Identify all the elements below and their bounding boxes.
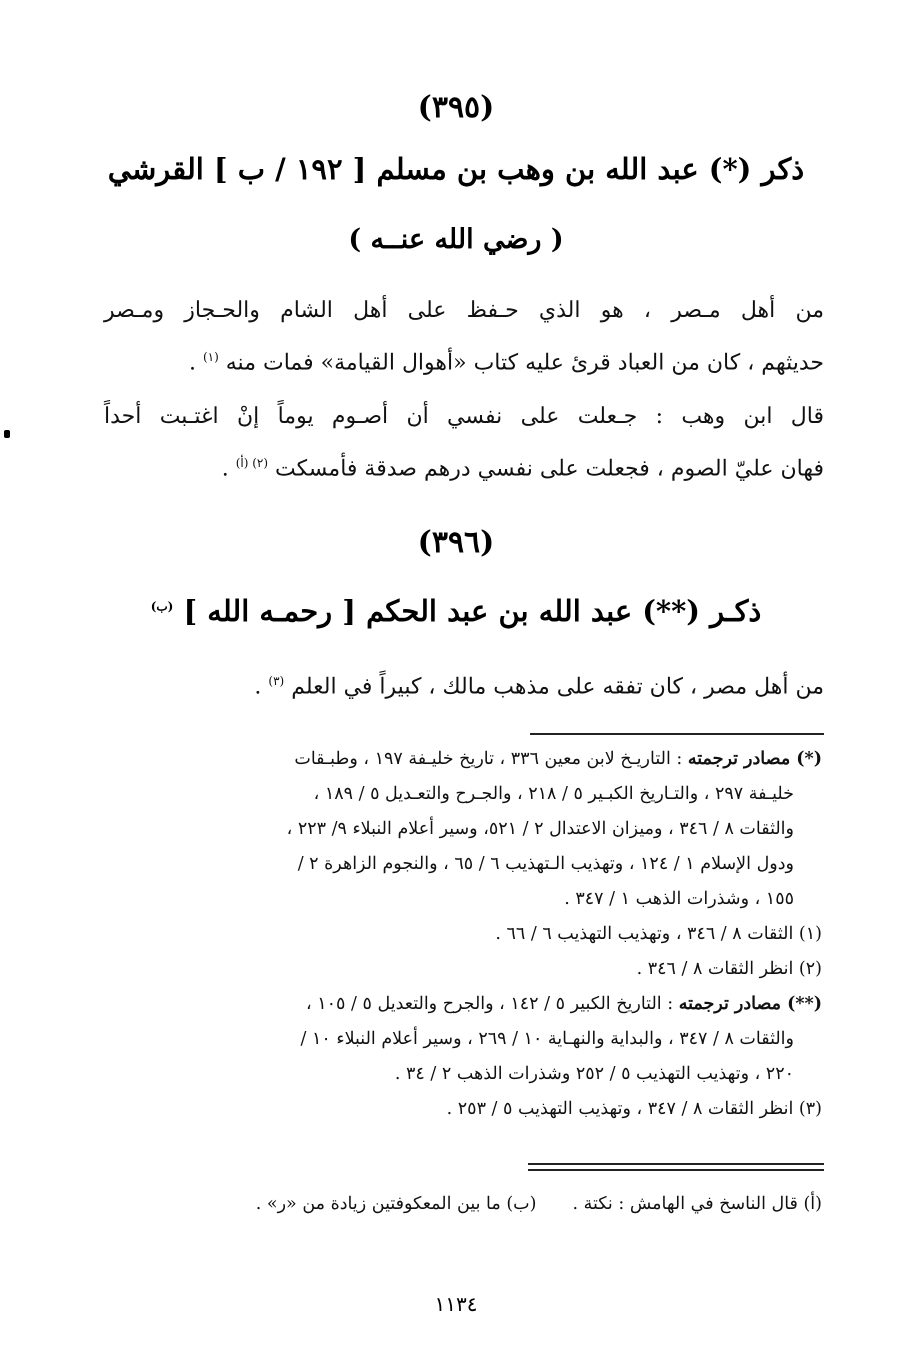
footnote-ref: (٣) [268, 674, 285, 688]
footnote-ref: (٢) (أ) [235, 456, 269, 470]
entry-title-396: ذكـر (**) عبد الله بن عبد الحكم [ رحمـه الله ] $^{(ب)}$ [150, 594, 762, 628]
footnote-line: ودول الإسلام ١ / ١٢٤ ، وتهذيب الـتهذيب ٦ / ٦٥ ، والنجوم الزاهرة ٢ / [297, 854, 794, 874]
marginal-note-a: (أ) قال الناسخ في الهامش : نكتة . [572, 1194, 822, 1214]
footnote-line: خليـفة ٢٩٧ ، والتـاريخ الكبـير ٥ / ٢١٨ ، والجـرح والتعـديل ٥ / ١٨٩ ، [313, 784, 794, 804]
entry-title-395: ذكر (*) عبد الله بن وهب بن مسلم [ ١٩٢ / ب ] القرشي [107, 152, 805, 186]
footnote-3: (٣) انظر الثقات ٨ / ٣٤٧ ، وتهذيب التهذيب ٥ / ٢٥٣ . [446, 1099, 822, 1119]
body-line: قال ابن وهب : جـعلت على نفسي أن أصـوم يوماً إنْ اغتـبت أحداً [104, 404, 824, 429]
body-line: من أهل مصر ، كان تفقه على مذهب مالك ، كبيراً في العلم $^{(٣)}$ . [254, 674, 824, 700]
entry-body-396 [104, 658, 824, 710]
footnote-ref: (١) [202, 350, 219, 364]
body-line: من أهل مـصر ، هو الذي حـفظ على أهل الشام والحـجاز ومـصر [104, 298, 824, 323]
entry-number-396: (٣٩٦) [417, 525, 495, 560]
footnote-1: (١) الثقات ٨ / ٣٤٦ ، وتهذيب التهذيب ٦ / ٦٦ . [495, 924, 822, 944]
body-line: فهان عليّ الصوم ، فجعلت على نفسي درهم صدقة فأمسكت $^{(٢) (أ)}$ . [221, 456, 824, 482]
footnote-line: ١٥٥ ، وشذرات الذهب ١ / ٣٤٧ . [564, 889, 794, 909]
footnote-2: (٢) انظر الثقات ٨ / ٣٤٦ . [636, 959, 822, 979]
entry-number-395: (٣٩٥) [417, 90, 495, 125]
footnote-line: والثقات ٨ / ٣٤٧ ، والبداية والنهـاية ١٠ / ٢٦٩ ، وسير أعلام النبلاء ١٠ / [300, 1029, 794, 1049]
footnote-line: (**) مصادر ترجمته : التاريخ الكبير ٥ / ١٤٢ ، والجرح والتعديل ٥ / ١٠٥ ، [306, 994, 822, 1014]
footnotes-block [92, 742, 822, 1127]
footnote-line: ٢٢٠ ، وتهذيب التهذيب ٥ / ٢٥٢ وشذرات الذهب ٢ / ٣٤ . [394, 1064, 794, 1084]
marginalia-block [92, 1187, 822, 1222]
marginal-notes-line [92, 1187, 822, 1222]
entry-subtitle-395: ( رضي الله عنــه ) [348, 224, 564, 255]
marginal-note-b: (ب) ما بين المعكوفتين زيادة من «ر» . [255, 1194, 537, 1214]
body-line: حديثهم ، كان من العباد قرئ عليه كتاب «أهوال القيامة» فمات منه $^{(١)}$ . [188, 350, 824, 376]
footnote-separator [530, 733, 824, 735]
entry-body-395-para1 [104, 287, 824, 386]
footnote-line: والثقات ٨ / ٣٤٦ ، وميزان الاعتدال ٢ / ٥٢١، وسير أعلام النبلاء ٩/ ٢٢٣ ، [286, 819, 794, 839]
marginal-ref: (ب) [150, 599, 174, 614]
footnote-line: (*) مصادر ترجمته : التاريـخ لابن معين ٣٣٦ ، تاريخ خليـفة ١٩٧ ، وطبـقات [294, 749, 822, 769]
marginalia-separator-top [528, 1163, 824, 1165]
margin-mark [4, 430, 10, 438]
entry-body-395-para2 [104, 393, 824, 492]
page-number: ١١٣٤ [434, 1292, 478, 1316]
marginalia-separator-bottom [528, 1169, 824, 1171]
